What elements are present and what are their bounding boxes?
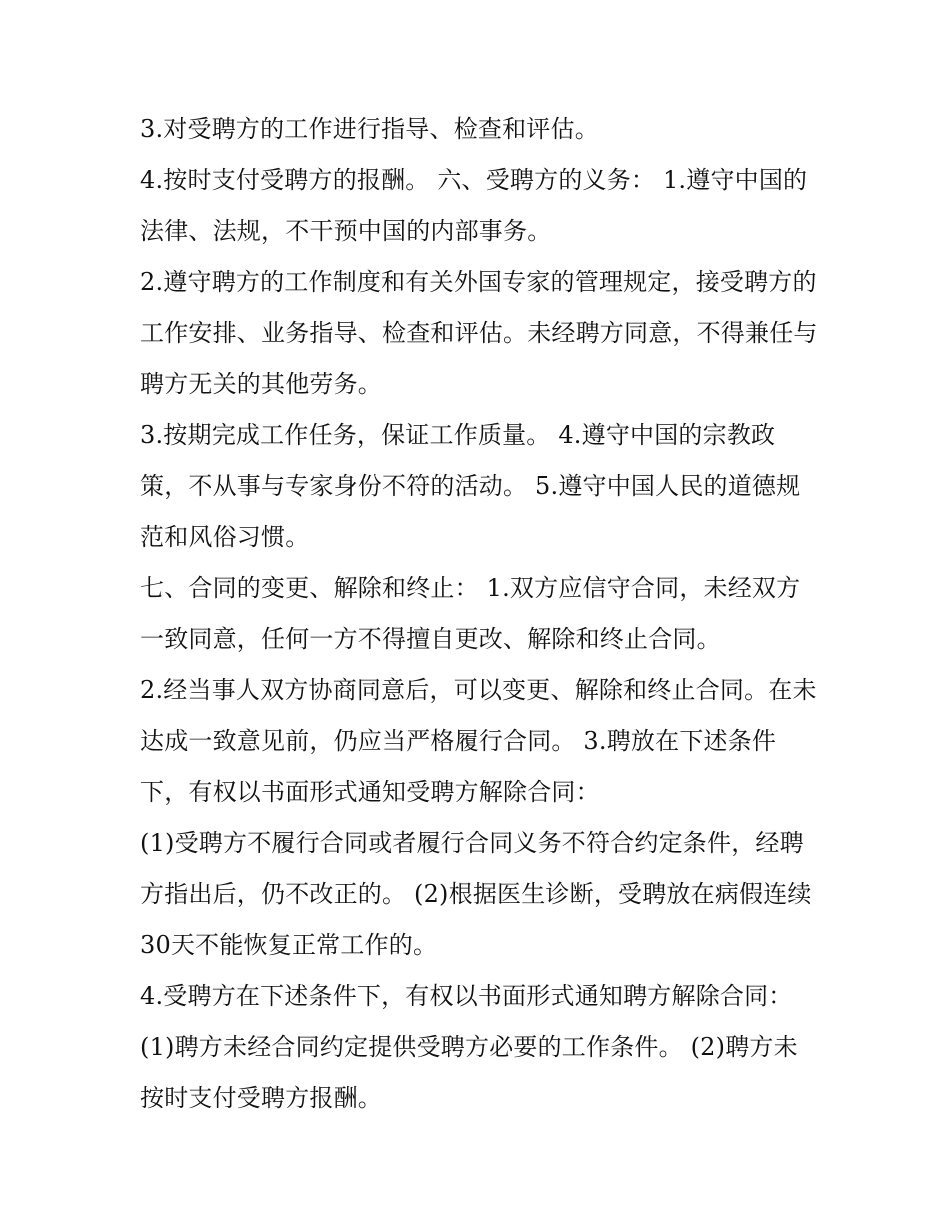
paragraph-3: 2.遵守聘方的工作制度和有关外国专家的管理规定，接受聘方的工作安排、业务指导、检查和评估。未经聘方同意，不得兼任与聘方无关的其他劳务。	[140, 268, 818, 398]
document-body	[140, 104, 820, 1124]
paragraph-4: 3.按期完成工作任务，保证工作质量。 4.遵守中国的宗教政策，不从事与专家身份不符的活动。 5.遵守中国人民的道德规范和风俗习惯。	[140, 421, 801, 551]
paragraph-9: (1)聘方未经合同约定提供受聘方必要的工作条件。 (2)聘方未按时支付受聘方报酬。	[140, 1033, 798, 1112]
paragraph-6: 2.经当事人双方协商同意后，可以变更、解除和终止合同。在未达成一致意见前，仍应当严格履行合同。 3.聘放在下述条件下，有权以书面形式通知受聘方解除合同：	[140, 676, 817, 806]
paragraph-7: (1)受聘方不履行合同或者履行合同义务不符合约定条件，经聘方指出后，仍不改正的。 (2)根据医生诊断，受聘放在病假连续30天不能恢复正常工作的。	[140, 829, 812, 959]
paragraph-8: 4.受聘方在下述条件下，有权以书面形式通知聘方解除合同：	[140, 982, 793, 1010]
paragraph-1: 3.对受聘方的工作进行指导、检查和评估。	[140, 115, 599, 143]
paragraph-2: 4.按时支付受聘方的报酬。 六、受聘方的义务： 1.遵守中国的法律、法规，不干预中国的内部事务。	[140, 166, 808, 245]
paragraph-5: 七、合同的变更、解除和终止： 1.双方应信守合同，未经双方一致同意，任何一方不得擅自更改、解除和终止合同。	[140, 574, 801, 653]
